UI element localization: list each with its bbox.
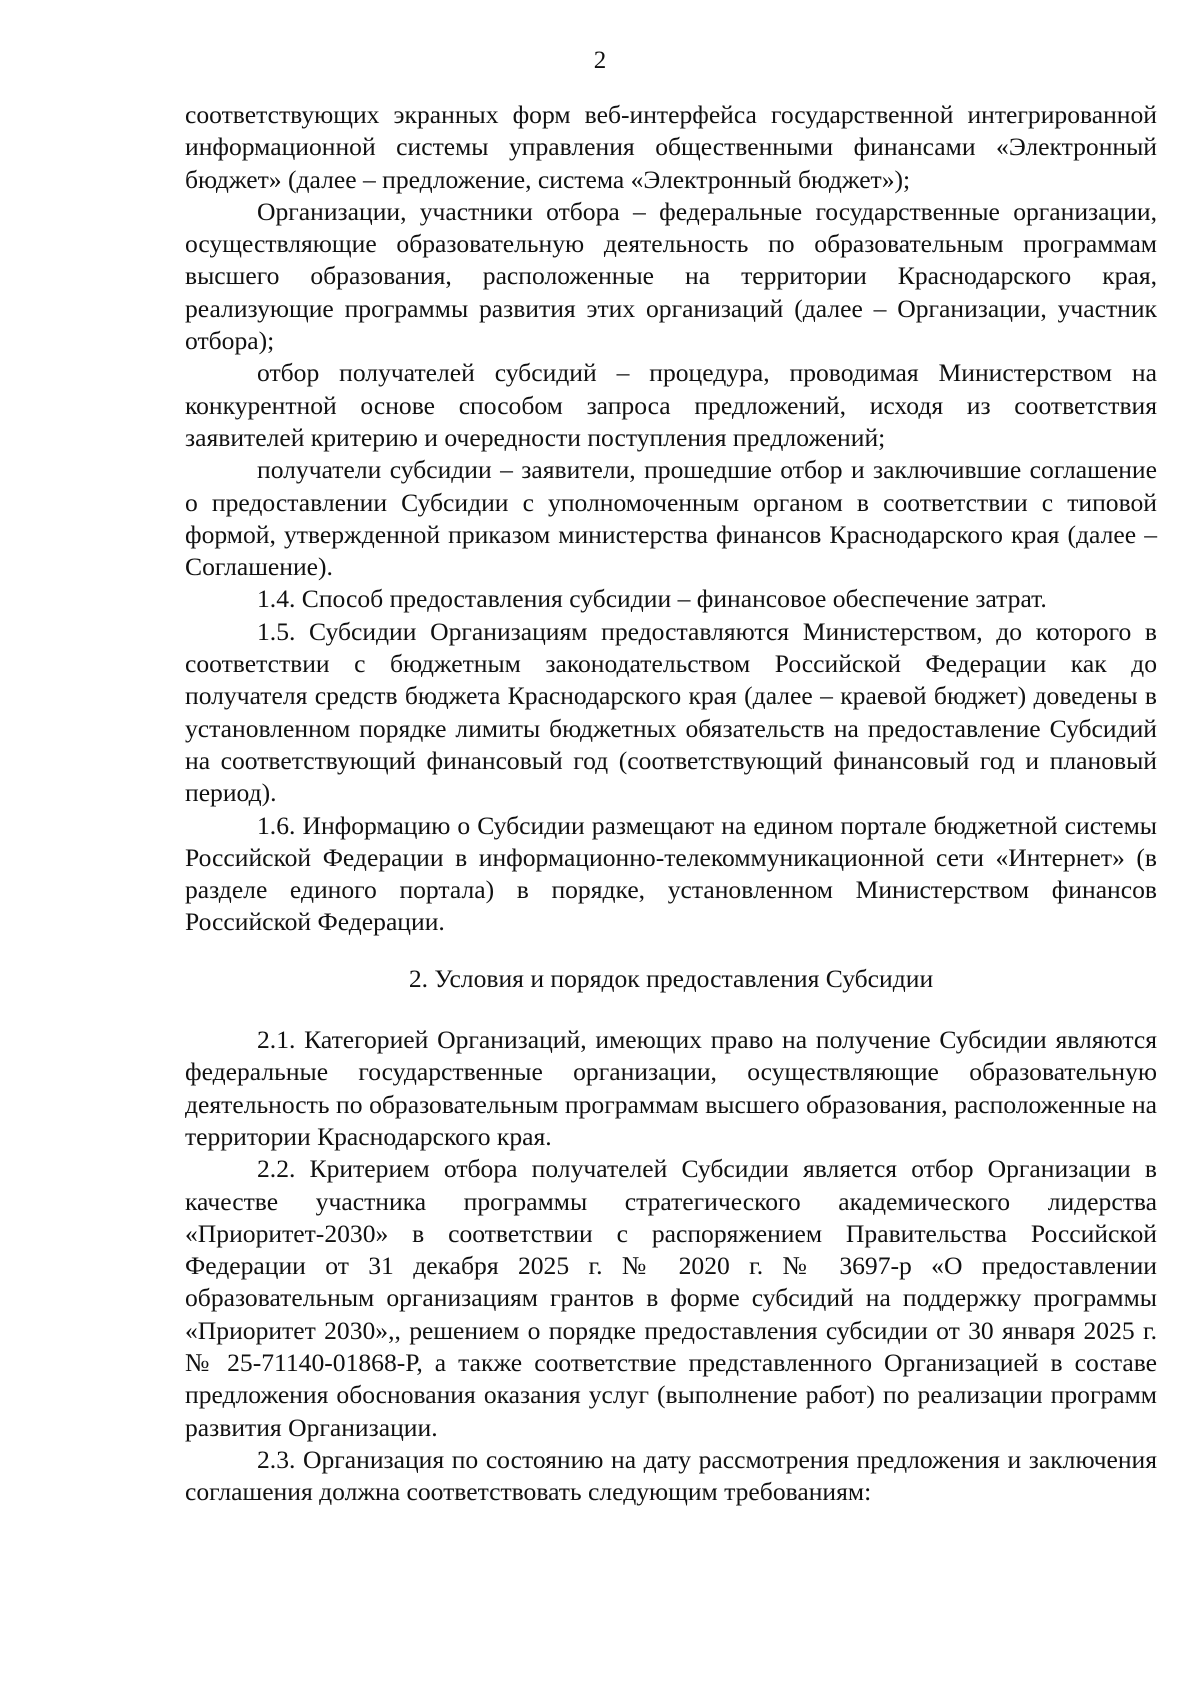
paragraph-2-1: 2.1. Категорией Организаций, имеющих право на получение Субсидии являются федеральные государственные организации, осуществляющие образовательную деятельность по образовательным программам высшего образования, расположенные на территории Краснодарского края.	[185, 1025, 1157, 1151]
paragraph-organizations-definition: Организации, участники отбора – федеральные государственные организации, осуществляющие образовательную деятельность по образовательным программам высшего образования, расположенные на территории Краснодарского края, реализующие программы развития этих организаций (далее – Организации, участник отбора);	[185, 196, 1157, 356]
paragraph-2-2: 2.2. Критерием отбора получателей Субсидии является отбор Организации в качестве участника программы стратегического академического лидерства «Приоритет-2030» в соответствии с распоряжением Правительства Российской Федерации от 31 декабря 2025 г. № 2020 г. № 3697-р «О предоставлении образовательным организациям грантов в форме субсидий на поддержку программы «Приоритет 2030»,, решением о порядке предоставления субсидии от 30 января 2025 г. № 25-71140-01868-Р, а также соответствие представленного Организацией в составе предложения обоснования оказания услуг (выполнение работ) по реализации программ развития Организации.	[185, 1154, 1157, 1442]
paragraph-selection-definition: отбор получателей субсидий – процедура, проводимая Министерством на конкурентной основе способом запроса предложений, исходя из соответствия заявителей критерию и очередности поступления предложений;	[185, 358, 1157, 452]
page-number: 2	[593, 47, 607, 74]
paragraph-recipients-definition: получатели субсидии – заявители, прошедшие отбор и заключившие соглашение о предоставлении Субсидии с уполномоченным органом в соответствии с типовой формой, утвержденной приказом министерства финансов Краснодарского края (далее – Соглашение).	[185, 455, 1157, 582]
paragraph-1-4: 1.4. Способ предоставления субсидии – финансовое обеспечение затрат.	[257, 584, 1047, 614]
paragraph-1-5: 1.5. Субсидии Организациям предоставляются Министерством, до которого в соответствии с бюджетным законодательством Российской Федерации как до получателя средств бюджета Краснодарского края (далее – краевой бюджет) доведены в установленном порядке лимиты бюджетных обязательств на предоставление Субсидий на соответствующий финансовый год (соответствующий финансовый год и плановый период).	[185, 616, 1157, 808]
section-heading: 2. Условия и порядок предоставления Субсидии	[408, 963, 934, 993]
paragraph-1-6: 1.6. Информацию о Субсидии размещают на едином портале бюджетной системы Российской Федерации в информационно-телекоммуникационной сети «Интернет» (в разделе единого портала) в порядке, установленном Министерством финансов Российской Федерации.	[185, 810, 1157, 937]
paragraph-2-3: 2.3. Организация по состоянию на дату рассмотрения предложения и заключения соглашения должна соответствовать следующим требованиям:	[185, 1444, 1157, 1507]
paragraph-continuation: соответствующих экранных форм веб-интерфейса государственной интегрированной информационной системы управления общественными финансами «Электронный бюджет» (далее – предложение, система «Электронный бюджет»);	[185, 100, 1157, 194]
document-body	[185, 99, 1157, 1508]
